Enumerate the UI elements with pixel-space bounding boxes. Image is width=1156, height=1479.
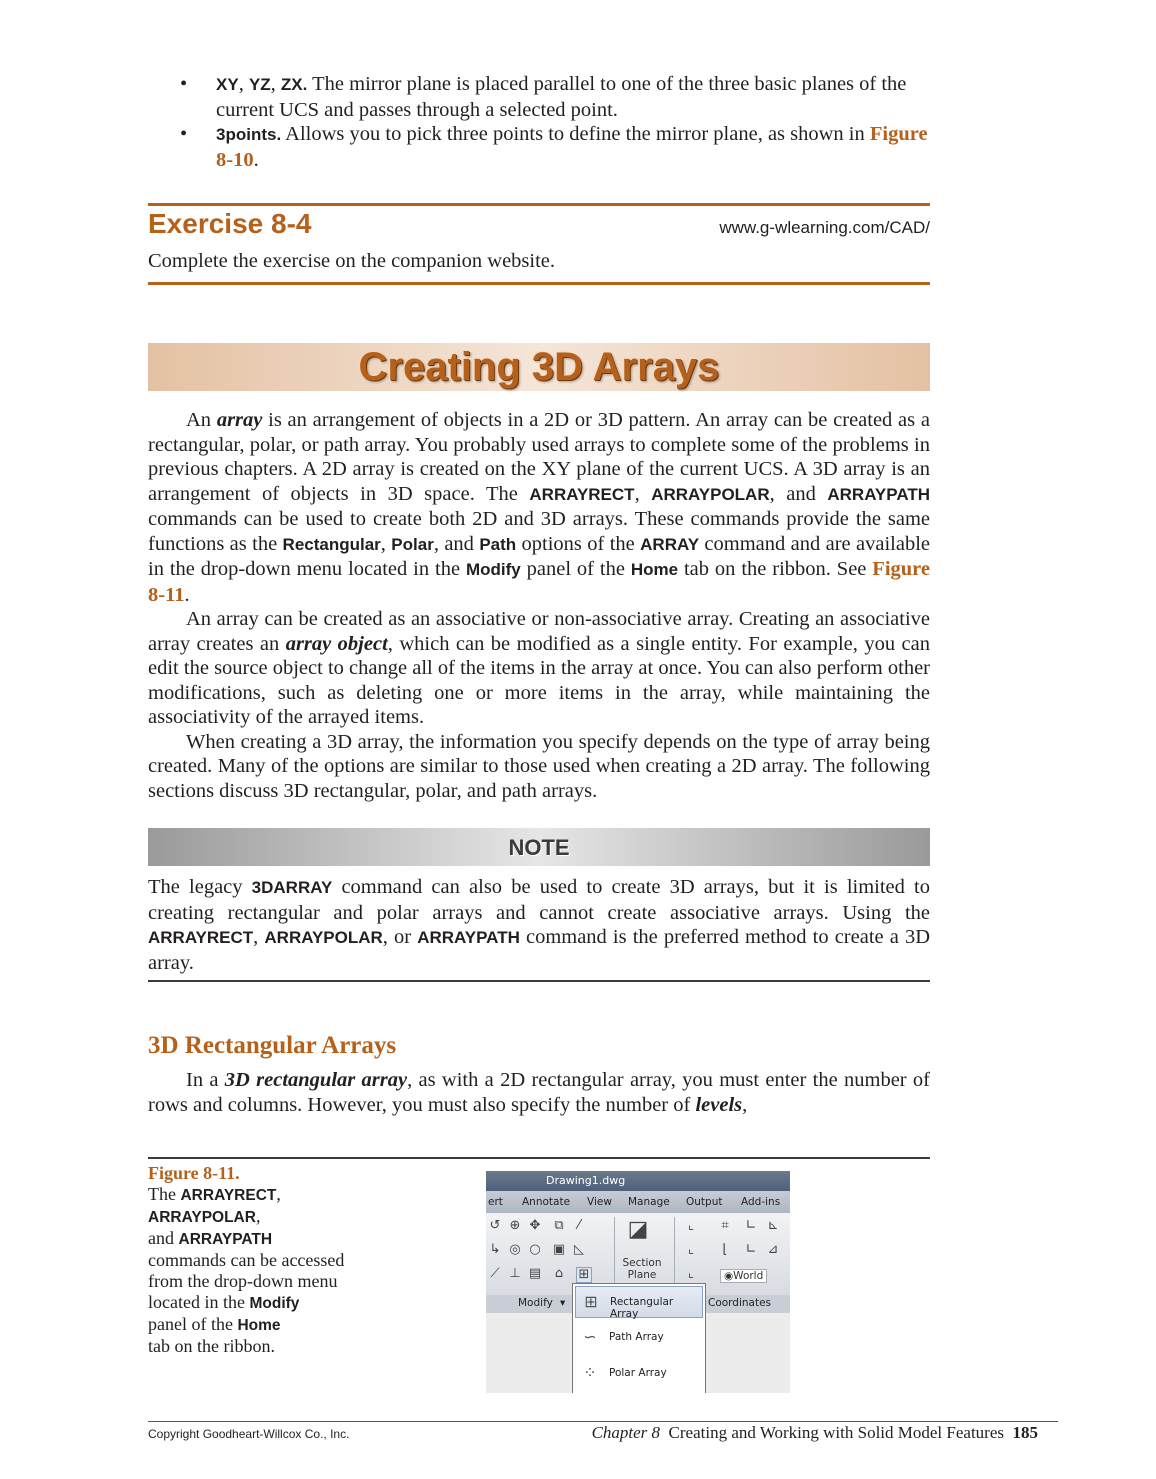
path-array-icon: ∽ bbox=[583, 1327, 597, 1346]
ucs-icon[interactable]: ⌞ bbox=[687, 1218, 695, 1233]
mirror-icon[interactable]: ⊥ bbox=[509, 1266, 521, 1281]
align-icon[interactable]: ↳ bbox=[489, 1242, 501, 1257]
3d-move-icon[interactable]: ⊕ bbox=[509, 1218, 521, 1233]
ribbon-tabs bbox=[486, 1191, 790, 1213]
section-text: In a 3D rectangular array, as with a 2D rectangular array, you must enter the number of rows and columns. However, you must also specify the number of levels, bbox=[148, 1069, 930, 1116]
bullet-dot: • bbox=[180, 123, 188, 145]
erase-icon[interactable]: ⌂ bbox=[554, 1266, 564, 1281]
menu-item-rectangular-array[interactable]: ⊞ Rectangular Array bbox=[575, 1286, 703, 1318]
figure-ref[interactable]: Figure 8-10 bbox=[216, 123, 928, 171]
section-banner bbox=[148, 343, 930, 391]
move-icon[interactable]: ✥ bbox=[529, 1218, 541, 1233]
figure-ref[interactable]: Figure 8-11 bbox=[148, 558, 930, 606]
trim-icon[interactable]: ⁄ bbox=[577, 1218, 581, 1233]
main-body bbox=[148, 408, 930, 803]
ucs-x-icon[interactable]: ∟ bbox=[745, 1218, 757, 1233]
ribbon-title-bar: Drawing1.dwg bbox=[486, 1171, 790, 1191]
note-rule-bottom bbox=[148, 980, 930, 982]
figure-rule bbox=[148, 1157, 930, 1159]
tab-view[interactable]: View bbox=[587, 1196, 612, 1208]
stretch-icon[interactable]: ⟋ bbox=[490, 1266, 500, 1281]
menu-item-polar-array[interactable]: ⁘ Polar Array bbox=[575, 1358, 701, 1388]
coordinates-panel-label[interactable]: Coordinates bbox=[708, 1297, 772, 1309]
paragraph-3: When creating a 3D array, the information you specify depends on the type of array being created. Many of the options are similar to those used when creating a 2D array. The following sections discuss 3D rectangular, polar, and path arrays. bbox=[148, 730, 930, 802]
rotate-icon[interactable]: ↺ bbox=[489, 1218, 501, 1233]
ucs-z-icon[interactable]: ∟ bbox=[745, 1242, 757, 1257]
banner-title: Creating 3D Arrays bbox=[358, 345, 720, 389]
section-label[interactable]: Section bbox=[622, 1257, 662, 1269]
note-text: The legacy 3DARRAY command can also be used to create 3D arrays, but it is limited to creating rectangular and polar arrays and cannot create associative arrays. Using the ARRAYRECT, ARRAYPOLAR, or ARRAYPATH command is the preferred method to create a 3D array. bbox=[148, 876, 930, 974]
bullet-dot: • bbox=[180, 73, 188, 95]
scale-icon[interactable]: ▣ bbox=[552, 1242, 566, 1257]
tab-addins[interactable]: Add-ins bbox=[741, 1196, 781, 1208]
polar-array-icon: ⁘ bbox=[583, 1363, 597, 1382]
ucs-y-icon[interactable]: ⊾ bbox=[767, 1218, 779, 1233]
rectangular-array-icon: ⊞ bbox=[584, 1292, 598, 1311]
menu-item-path-array[interactable]: ∽ Path Array bbox=[575, 1322, 701, 1352]
exercise-text: Complete the exercise on the companion website. bbox=[148, 250, 556, 272]
figure-caption: Figure 8-11. The ARRAYRECT, ARRAYPOLAR, and ARRAYPATH commands can be accessed from the drop-down menu located in the Modify panel of the Home tab on the ribbon. bbox=[148, 1163, 348, 1357]
paragraph-2: An array can be created as an associative or non-associative array. Creating an associative array creates an array object, which can be modified as a single entity. For example, you can edit the source object to change all of the items in the array at once. You can also perform other modifications, such as deleting one or more items in the array, while maintaining the associativity of the arrayed items. bbox=[148, 608, 930, 728]
figure-label: Figure 8-11. bbox=[148, 1163, 240, 1183]
ucs-named-icon[interactable]: ⌗ bbox=[721, 1218, 729, 1233]
ucs-view-icon[interactable]: ⊿ bbox=[767, 1242, 779, 1257]
footer-chapter: Chapter 8 Creating and Working with Solid Model Features 185 bbox=[591, 1423, 1038, 1442]
bullet-item: • XY, YZ, ZX. The mirror plane is placed parallel to one of the three basic planes of the current UCS and passes through a selected point. bbox=[180, 73, 907, 121]
fillet-icon[interactable]: ◺ bbox=[574, 1242, 584, 1257]
exercise-rule-top bbox=[148, 203, 930, 206]
bullet-list bbox=[148, 72, 930, 172]
world-icon: ◉ bbox=[724, 1270, 734, 1282]
exercise-rule-bottom bbox=[148, 282, 930, 285]
section-plane-icon[interactable]: ◪ bbox=[627, 1217, 649, 1242]
bullet-item: • 3points. Allows you to pick three points to define the mirror plane, as shown in Figure 8-10. bbox=[180, 123, 928, 171]
section-heading: 3D Rectangular Arrays bbox=[148, 1032, 397, 1059]
array-icon[interactable]: ⊞ bbox=[576, 1267, 592, 1283]
tab-output[interactable]: Output bbox=[686, 1196, 723, 1208]
world-label[interactable]: World bbox=[733, 1270, 764, 1282]
circle-icon[interactable]: ○ bbox=[529, 1242, 541, 1257]
3d-rotate-icon[interactable]: ◎ bbox=[509, 1242, 521, 1257]
ucs-face-icon[interactable]: ⌞ bbox=[687, 1266, 695, 1281]
copy-icon[interactable]: ⧉ bbox=[554, 1218, 564, 1233]
chevron-down-icon[interactable]: ▾ bbox=[560, 1297, 566, 1309]
ucs-object-icon[interactable]: ⌞ bbox=[687, 1242, 695, 1257]
ucs-previous-icon[interactable]: ⌊ bbox=[722, 1242, 728, 1257]
tab-annotate[interactable]: Annotate bbox=[522, 1196, 571, 1208]
exercise-url[interactable]: www.g-wlearning.com/CAD/ bbox=[719, 218, 930, 237]
page-number: 185 bbox=[1012, 1423, 1038, 1442]
tab-insert[interactable]: ert bbox=[488, 1196, 503, 1208]
array-dropdown-menu bbox=[572, 1283, 706, 1393]
modify-panel-label[interactable]: Modify bbox=[518, 1297, 553, 1309]
exercise-title: Exercise 8-4 bbox=[148, 208, 312, 239]
ribbon-screenshot bbox=[486, 1171, 790, 1393]
tab-manage[interactable]: Manage bbox=[628, 1196, 670, 1208]
box-icon[interactable]: ▤ bbox=[528, 1266, 542, 1281]
footer-copyright: Copyright Goodheart-Willcox Co., Inc. bbox=[148, 1427, 350, 1441]
note-label: NOTE bbox=[508, 835, 570, 860]
paragraph-1: An array is an arrangement of objects in a 2D or 3D pattern. An array can be created as a rectangular, polar, or path array. You probably used arrays to complete some of the problems in previous chapters. A 2D array is created on the XY plane of the current UCS. A 3D array is an arrangement of objects in 3D space. The ARRAYRECT, ARRAYPOLAR, and ARRAYPATH commands can be used to create both 2D and 3D arrays. These commands provide the same functions as the Rectangular, Polar, and Path options of the ARRAY command and are available in the drop-down menu located in the Modify panel of the Home tab on the ribbon. See Figure 8-11. bbox=[148, 409, 931, 606]
footer-rule bbox=[148, 1421, 1058, 1422]
note-header bbox=[148, 828, 930, 866]
plane-label[interactable]: Plane bbox=[627, 1269, 657, 1281]
